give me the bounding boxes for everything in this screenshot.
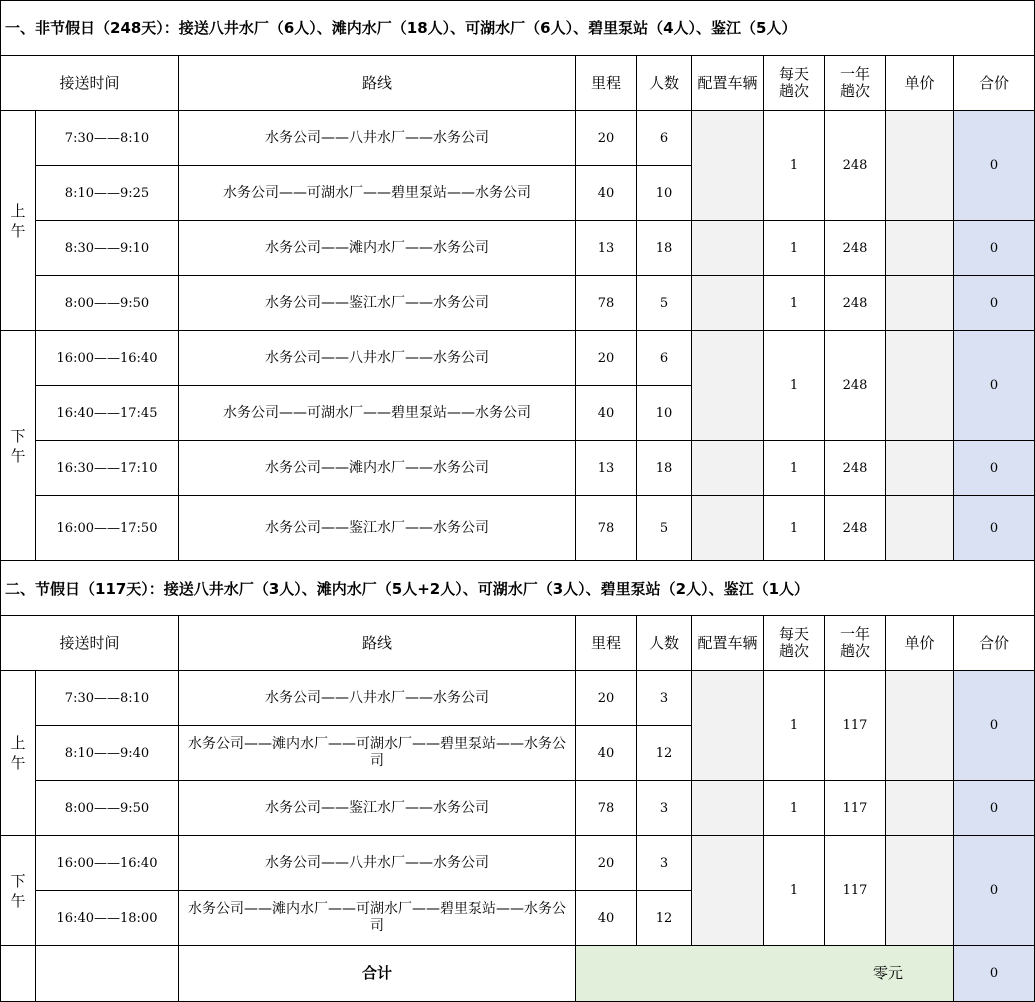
unit-price-cell [886,441,954,496]
yearly-trips-cell: 117 [825,836,886,946]
total-label: 合计 [179,946,576,1002]
header-people: 人数 [637,56,692,111]
table-row-mileage: 78 [576,781,637,836]
subtotal-cell: 0 [954,331,1035,441]
subtotal-cell: 0 [954,221,1035,276]
header-daily-trips: 每天 趟次 [764,56,825,111]
subtotal-cell: 0 [954,111,1035,221]
yearly-trips-cell: 248 [825,111,886,221]
vehicle-cell [692,441,764,496]
unit-price-cell [886,496,954,561]
unit-price-cell [886,836,954,946]
table-row-time: 16:40——17:45 [36,386,179,441]
table-row-time: 8:00——9:50 [36,276,179,331]
unit-price-cell [886,221,954,276]
header-daily-trips: 每天 趟次 [764,616,825,671]
table-row-route: 水务公司——八井水厂——水务公司 [179,331,576,386]
table-row-mileage: 40 [576,166,637,221]
table-row-time: 16:00——17:50 [36,496,179,561]
table-row-route: 水务公司——滩内水厂——水务公司 [179,441,576,496]
total-empty-time [36,946,179,1002]
daily-trips-cell: 1 [764,781,825,836]
table-row-people: 12 [637,891,692,946]
vehicle-cell [692,111,764,221]
table-row-mileage: 40 [576,891,637,946]
table-row-route: 水务公司——可湖水厂——碧里泵站——水务公司 [179,386,576,441]
table-row-mileage: 40 [576,726,637,781]
table-row-mileage: 13 [576,221,637,276]
table-row-time: 7:30——8:10 [36,671,179,726]
table-row-mileage: 20 [576,331,637,386]
table-row-time: 8:30——9:10 [36,221,179,276]
table-row-route: 水务公司——滩内水厂——可湖水厂——碧里泵站——水务公司 [179,891,576,946]
subtotal-cell: 0 [954,441,1035,496]
header-unit-price: 单价 [886,616,954,671]
total-empty-period [0,946,36,1002]
yearly-trips-cell: 248 [825,221,886,276]
header-yearly-trips: 一年 趟次 [825,56,886,111]
table-row-mileage: 78 [576,276,637,331]
table-row-people: 18 [637,441,692,496]
vehicle-cell [692,496,764,561]
yearly-trips-cell: 117 [825,671,886,781]
table-row-time: 8:00——9:50 [36,781,179,836]
unit-price-cell [886,671,954,781]
daily-trips-cell: 1 [764,221,825,276]
period-morning-label: 上午 [10,201,26,240]
table-row-route: 水务公司——滩内水厂——水务公司 [179,221,576,276]
total-subtotal: 0 [954,946,1035,1002]
header-mileage: 里程 [576,56,637,111]
vehicle-cell [692,331,764,441]
header-unit-price: 单价 [886,56,954,111]
yearly-trips-cell: 248 [825,331,886,441]
header-vehicle: 配置车辆 [692,56,764,111]
daily-trips-cell: 1 [764,276,825,331]
yearly-trips-cell: 248 [825,441,886,496]
table-row-route: 水务公司——八井水厂——水务公司 [179,836,576,891]
table-row-mileage: 20 [576,836,637,891]
daily-trips-cell: 1 [764,441,825,496]
header-time: 接送时间 [0,616,179,671]
period-morning-label: 上午 [10,734,26,772]
table-row-people: 3 [637,671,692,726]
section2-title: 二、节假日（117天）：接送八井水厂（3人）、滩内水厂（5人+2人）、可湖水厂（3人）、碧里泵站（2人）、鉴江（1人） [0,561,1035,616]
table-row-people: 5 [637,276,692,331]
table-row-mileage: 13 [576,441,637,496]
table-row-time: 16:40——18:00 [36,891,179,946]
table-row-route: 水务公司——鉴江水厂——水务公司 [179,781,576,836]
total-amount-text: 零元 [576,946,954,1002]
table-row-people: 12 [637,726,692,781]
subtotal-cell: 0 [954,276,1035,331]
subtotal-cell: 0 [954,496,1035,561]
yearly-trips-cell: 248 [825,276,886,331]
header-yearly-trips: 一年 趟次 [825,616,886,671]
table-row-mileage: 78 [576,496,637,561]
table-row-route: 水务公司——鉴江水厂——水务公司 [179,276,576,331]
subtotal-cell: 0 [954,781,1035,836]
header-vehicle: 配置车辆 [692,616,764,671]
period-afternoon [0,836,36,946]
daily-trips-cell: 1 [764,671,825,781]
period-afternoon [0,331,36,561]
vehicle-cell [692,276,764,331]
yearly-trips-cell: 248 [825,496,886,561]
table-row-mileage: 40 [576,386,637,441]
table-row-route: 水务公司——可湖水厂——碧里泵站——水务公司 [179,166,576,221]
table-row-time: 8:10——9:25 [36,166,179,221]
subtotal-cell: 0 [954,836,1035,946]
table-row-people: 6 [637,331,692,386]
table-row-people: 18 [637,221,692,276]
header-time: 接送时间 [0,56,179,111]
table-row-people: 10 [637,386,692,441]
unit-price-cell [886,781,954,836]
header-subtotal: 合价 [954,56,1035,111]
table-row-time: 16:30——17:10 [36,441,179,496]
daily-trips-cell: 1 [764,111,825,221]
unit-price-cell [886,331,954,441]
table-row-people: 6 [637,111,692,166]
period-afternoon-label: 下午 [10,426,26,465]
period-morning [0,111,36,331]
daily-trips-cell: 1 [764,836,825,946]
table-row-people: 3 [637,836,692,891]
table-row-time: 8:10——9:40 [36,726,179,781]
period-afternoon-label: 下午 [10,871,26,910]
vehicle-cell [692,836,764,946]
table-row-time: 7:30——8:10 [36,111,179,166]
table-row-people: 10 [637,166,692,221]
header-people: 人数 [637,616,692,671]
unit-price-cell [886,111,954,221]
header-route: 路线 [179,56,576,111]
daily-trips-cell: 1 [764,331,825,441]
vehicle-cell [692,221,764,276]
table-row-route: 水务公司——八井水厂——水务公司 [179,671,576,726]
table-row-people: 3 [637,781,692,836]
header-mileage: 里程 [576,616,637,671]
subtotal-cell: 0 [954,671,1035,781]
yearly-trips-cell: 117 [825,781,886,836]
daily-trips-cell: 1 [764,496,825,561]
header-route: 路线 [179,616,576,671]
table-row-mileage: 20 [576,111,637,166]
table-row-time: 16:00——16:40 [36,836,179,891]
vehicle-cell [692,671,764,781]
vehicle-cell [692,781,764,836]
table-row-route: 水务公司——八井水厂——水务公司 [179,111,576,166]
section1-title: 一、非节假日（248天）：接送八井水厂（6人）、滩内水厂（18人）、可湖水厂（6人）、碧里泵站（4人）、鉴江（5人） [0,0,1035,56]
table-row-people: 5 [637,496,692,561]
period-morning [0,671,36,836]
unit-price-cell [886,276,954,331]
table-row-mileage: 20 [576,671,637,726]
table-row-route: 水务公司——鉴江水厂——水务公司 [179,496,576,561]
table-row-route: 水务公司——滩内水厂——可湖水厂——碧里泵站——水务公司 [179,726,576,781]
header-subtotal: 合价 [954,616,1035,671]
table-row-time: 16:00——16:40 [36,331,179,386]
